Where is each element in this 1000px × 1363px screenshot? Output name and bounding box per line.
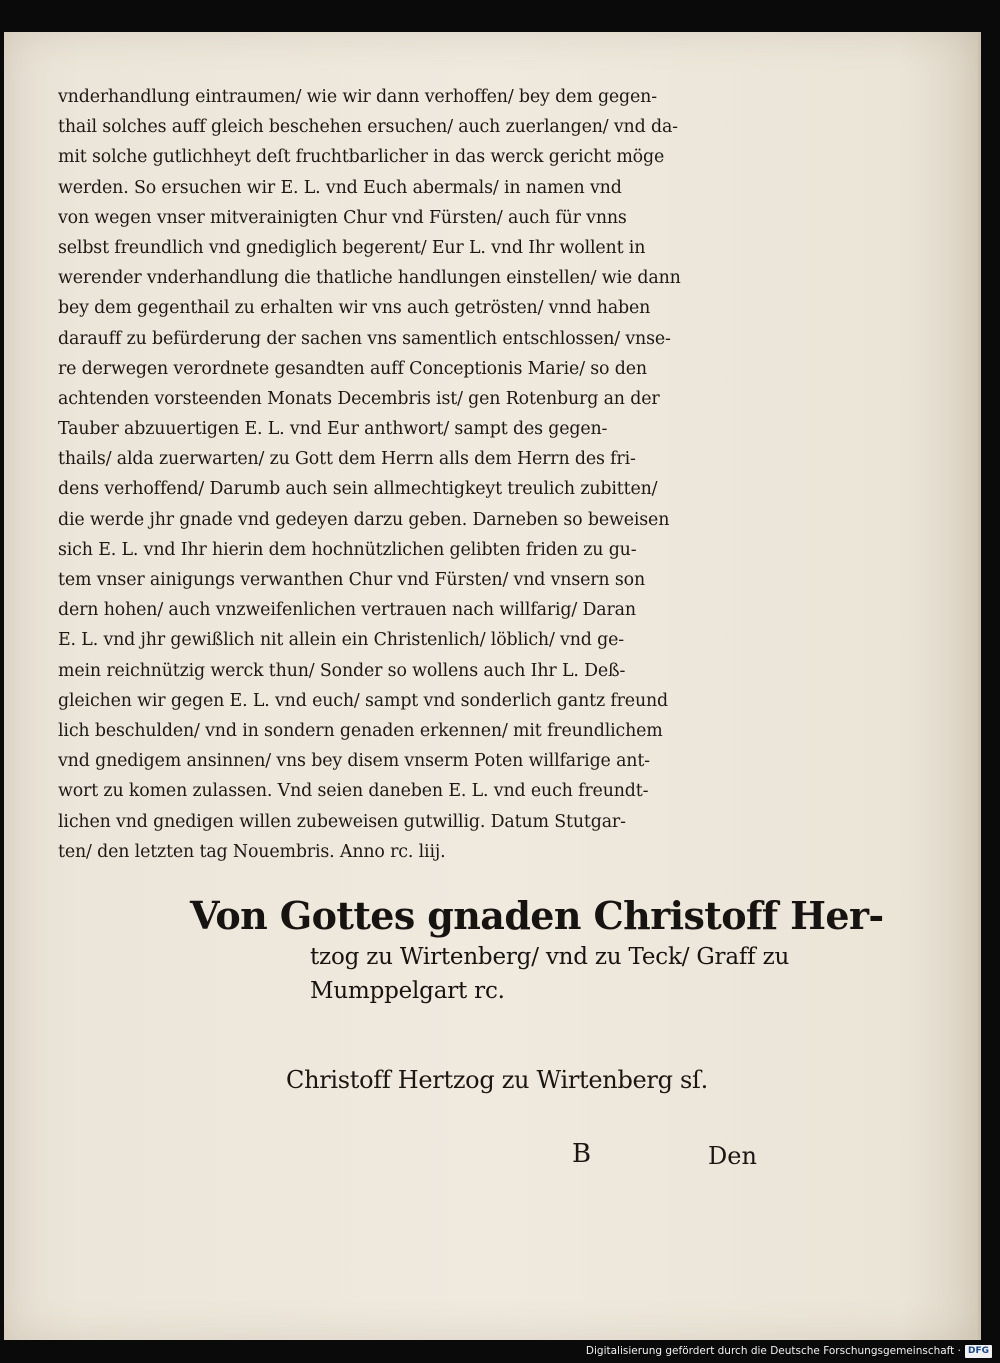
dfg-logo: DFG [965, 1345, 992, 1358]
text-line: dens verhoffend/ Darumb auch sein allmechtigkeyt treulich zubitten/ [58, 479, 658, 500]
text-line: mein reichnützig werck thun/ Sonder so wollens auch Ihr L. Deß- [58, 660, 626, 681]
page-edge [978, 32, 981, 1340]
text-line: darauff zu befürderung der sachen vns samentlich entschlossen/ vnse- [58, 328, 671, 349]
signature-mark: B [572, 1139, 592, 1169]
text-line: ten/ den letzten tag Nouembris. Anno rc. liij. [58, 841, 446, 862]
text-line: thail solches auff gleich beschehen ersuchen/ auch zuerlangen/ vnd da- [58, 117, 678, 138]
text-line: re derwegen verordnete gesandten auff Conceptionis Marie/ so den [58, 358, 647, 379]
text-line: thails/ alda zuerwarten/ zu Gott dem Herrn alls dem Herrn des fri- [58, 449, 636, 470]
body-text [58, 82, 793, 867]
text-line: vnderhandlung eintraumen/ wie wir dann verhoffen/ bey dem gegen- [58, 87, 657, 107]
text-line: Tauber abzuuertigen E. L. vnd Eur anthwort/ sampt des gegen- [58, 419, 608, 440]
text-line: lich beschulden/ vnd in sondern genaden erkennen/ mit freundlichem [58, 720, 663, 741]
footer-credit [586, 1342, 992, 1360]
text-line: dern hohen/ auch vnzweifenlichen vertrauen nach willfarig/ Daran [58, 600, 636, 621]
text-line: achtenden vorsteenden Monats Decembris ist/ gen Rotenburg an der [58, 388, 660, 409]
text-line: selbst freundlich vnd gnediglich begerent/ Eur L. vnd Ihr wollent in [58, 237, 646, 258]
text-line: gleichen wir gegen E. L. vnd euch/ sampt vnd sonderlich gantz freund [58, 690, 669, 711]
text-line: bey dem gegenthail zu erhalten wir vns auch getrösten/ vnnd haben [58, 298, 651, 319]
title-line-1: Von Gottes gnaden Christoff Her- [190, 893, 884, 938]
text-line: sich E. L. vnd Ihr hierin dem hochnützlichen gelibten friden zu gu- [58, 539, 637, 560]
text-line: wort zu komen zulassen. Vnd seien daneben E. L. vnd euch freundt- [58, 781, 649, 802]
text-line: werden. So ersuchen wir E. L. vnd Euch abermals/ in namen vnd [58, 177, 622, 198]
text-line: lichen vnd gnedigen willen zubeweisen gutwillig. Datum Stutgar- [58, 811, 626, 832]
text-line: mit solche gutlichheyt deſt fruchtbarlicher in das werck gericht möge [58, 147, 665, 168]
text-line: werender vnderhandlung die thatliche handlungen einstellen/ wie dann [58, 268, 681, 289]
signature: Christoff Hertzog zu Wirtenberg sſ. [286, 1066, 708, 1094]
text-line: von wegen vnser mitverainigten Chur vnd Fürsten/ auch für vnns [58, 207, 627, 228]
text-line: vnd gnedigem ansinnen/ vns bey disem vnserm Poten willfarige ant- [58, 751, 650, 772]
footer-text: Digitalisierung gefördert durch die Deutsche Forschungsgemeinschaft · [585, 1345, 961, 1357]
title-line-3: Mumppelgart rc. [310, 978, 505, 1004]
text-line: die werde jhr gnade vnd gedeyen darzu geben. Darneben so beweisen [58, 509, 670, 530]
text-line: tem vnser ainigungs verwanthen Chur vnd Fürsten/ vnd vnsern son [58, 570, 646, 590]
title-block [190, 892, 884, 1008]
catchword: Den [708, 1142, 757, 1170]
title-line-2: tzog zu Wirtenberg/ vnd zu Teck/ Graff zu [310, 944, 790, 970]
text-line: E. L. vnd jhr gewißlich nit allein ein Christenlich/ löblich/ vnd ge- [58, 630, 624, 651]
